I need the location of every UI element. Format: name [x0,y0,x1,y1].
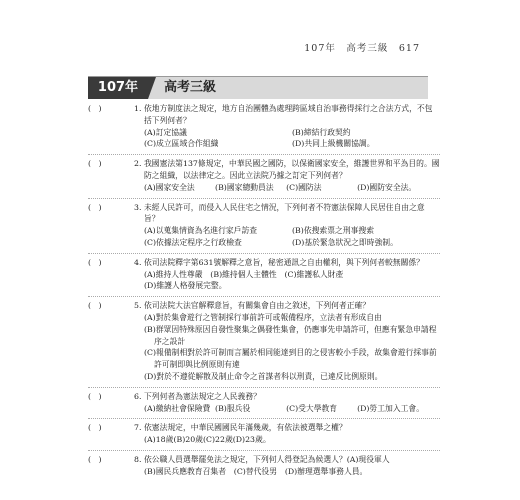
question-number: 1. [134,104,142,113]
option-c: (C)22歲 [202,435,233,445]
answer-bracket: ( ) [88,423,102,433]
question-stem-text: 依公職人員選舉罷免法之規定，下列何人得登記為候選人？ [144,454,347,464]
banner-title: 高考三級 [164,80,217,95]
question-number: 8. [134,454,142,464]
answer-bracket: ( ) [88,159,102,169]
question-6 [88,388,440,420]
option-b: (B)依搜索票之刑事搜索 [292,226,374,236]
question-stem: 下列何者為憲法規定之人民義務？ [144,391,261,401]
option-c: (C)報備制相對於許可制而言屬於相同能達到目的之侵害較小手段，故集會遊行採事前許可制即與比例原則有違 [144,348,437,370]
option-b: (B)維持個人主體性 [210,269,277,279]
answer-bracket: ( ) [88,104,102,113]
section-banner [88,76,428,99]
question-number: 3. [134,202,142,212]
banner-year-tag: 107年 [88,77,148,99]
question-2 [88,155,440,198]
option-a: (A)維持人性尊嚴 [144,269,203,279]
answer-bracket: ( ) [88,391,102,401]
question-stem [144,454,440,466]
options [144,225,440,249]
question-number: 6. [134,391,142,401]
option-c: (C)依據法定程序之行政檢查 [144,237,242,247]
options [144,269,440,293]
options [144,466,440,478]
answer-bracket: ( ) [88,454,102,464]
option-d: (D)勞工加入工會。 [357,403,425,413]
option-a: (A)對於集會遊行之管制採行事前許可或報備程序，立法者有形成自由 [144,312,382,322]
option-d: (D)辦理選舉事務人員。 [284,466,368,476]
question-number: 5. [134,301,142,311]
question-1 [88,100,440,155]
question-number: 4. [134,257,142,267]
option-a: (A)繳納社會保險費 [144,403,211,413]
question-8 [88,451,440,482]
question-stem: 依司法院釋字第631號解釋之意旨，秘密通訊之自由權利，與下列何者較無關係？ [144,257,424,267]
question-stem: 我國憲法第137條規定，中華民國之國防，以保衛國家安全，維護世界和平為目的。國防之組織，以法律定之。因此立法院乃據之訂定下列何者？ [144,159,440,180]
options [144,127,440,151]
question-7 [88,419,440,451]
option-a: (A)18歲 [144,435,174,445]
banner-wedge [148,77,156,99]
options [144,182,440,194]
answer-bracket: ( ) [88,257,102,267]
answer-bracket: ( ) [88,301,102,311]
option-a: (A)國家安全法 [144,182,195,192]
option-a: (A)訂定協議 [144,127,187,137]
option-d: (D)共同上級機關協調。 [292,139,375,149]
option-a: (A)以蒐集情資為名進行家戶訪查 [144,226,258,236]
option-b: (B)20歲 [173,435,203,445]
answer-bracket: ( ) [88,202,102,212]
question-stem: 未經人民許可，而侵入人民住宅之情況，下列何者不符憲法保障人民居住自由之意旨？ [144,202,425,224]
option-d: (D)23歲。 [232,435,271,445]
option-b: (B)國民兵應教育召集者 [144,466,226,476]
option-c: (C)替代役男 [233,466,278,476]
options [144,403,440,415]
question-number: 7. [134,423,142,433]
option-d: (D)基於緊急狀況之即時強制。 [292,237,398,247]
option-c: (C)受大學教育 [286,403,338,413]
option-d: (D)對於不遵從解散及制止命令之首謀者科以刑責，已違反比例原則。 [144,371,383,381]
page-header: 107年 高考三級 617 [304,43,420,54]
question-list [88,100,440,482]
option-b: (B)服兵役 [215,403,251,413]
option-a: (A)現役軍人 [346,454,390,464]
question-4 [88,254,440,297]
option-c: (C)國防法 [286,182,322,192]
option-c: (C)維護私人財產 [284,269,344,279]
question-5 [88,297,440,388]
option-d: (D)國防安全法。 [357,182,417,192]
options [144,434,440,446]
options [144,312,440,383]
option-b: (B)國家總動員法 [215,182,274,192]
question-3 [88,199,440,254]
option-c: (C)成立區域合作組織 [144,139,219,149]
option-d: (D)維護人格發展完整。 [144,281,227,291]
question-stem: 依司法院大法官解釋意旨，有關集會自由之敘述，下列何者正確？ [144,301,371,311]
question-number: 2. [134,159,142,169]
question-stem: 依地方制度法之規定，地方自治團體為處理跨區域自治事務得採行之合法方式，不包括下列何者？ [144,104,433,125]
option-b: (B)群眾因特殊原因自發性聚集之偶發性集會，仍應事先申請許可，但應有緊急申請程序之設計 [144,324,437,346]
option-b: (B)締結行政契約 [292,127,351,137]
question-stem: 依憲法規定，中華民國國民年滿幾歲，有依法被選舉之權？ [144,423,347,433]
